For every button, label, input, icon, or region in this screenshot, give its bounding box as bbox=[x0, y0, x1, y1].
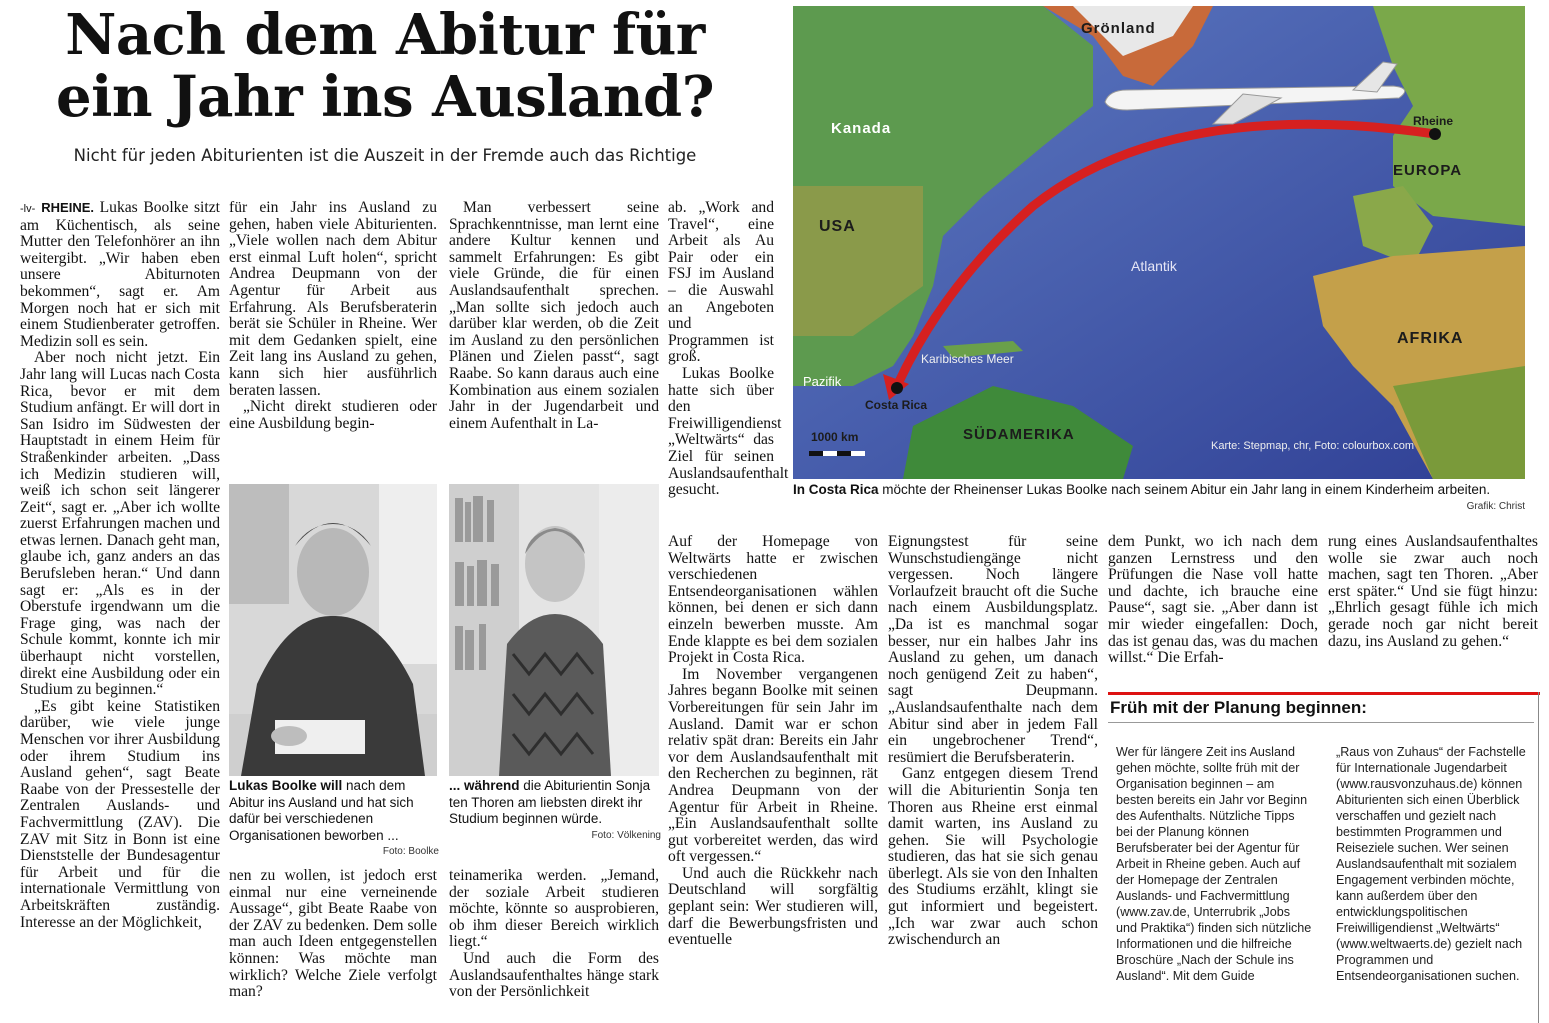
paragraph: Lukas Boolke hatte sich über den Freiwilligendienst „Weltwärts“ das Ziel für seinen Auslandsaufenthalt gesucht. bbox=[668, 364, 789, 499]
photo2-caption-lead: ... während bbox=[449, 778, 520, 793]
map-caption-lead: In Costa Rica bbox=[793, 482, 879, 497]
paragraph: Eignungstest für seine Wunschstudiengänge nicht vergessen. Noch längere Vorlaufzeit braucht oft die Suche nach einem Ausbildungsplatz. „Da ist es manchmal sogar besser, nur ein halbes Jahr ins Ausland zu gehen, um danach noch genügend Zeit zu haben“, sagt Deupmann. „Auslandsaufenthalte nach dem Abitur sind aber in jedem Fall ein ungebrochener Trend“, resümiert die Berufsberaterin. bbox=[888, 533, 1098, 766]
paragraph: ab. „Work and Travel“, eine Arbeit als Au Pair oder ein FSJ im Ausland – die Auswahl an Angeboten und Programmen ist groß. bbox=[668, 199, 774, 366]
infobox-rule bbox=[1538, 692, 1539, 1023]
map-label-europa: EUROPA bbox=[1393, 162, 1463, 179]
article-column-2-top bbox=[229, 200, 437, 480]
map-graphic bbox=[793, 6, 1525, 479]
paragraph: Auf der Homepage von Weltwärts hatte er zwischen verschiedenen Entsendeorganisationen wählen können, bei denen er sich dann einzeln bewerben musste. Am Ende klappte es bei dem sozialen Projekt in Costa Rica. bbox=[668, 533, 878, 667]
paragraph: dem Punkt, wo ich nach dem ganzen Lernstress und den Prüfungen die Nase voll hatte und dachte, ich brauche eine Pause“, sagt sie. „Aber dann ist mir wieder eingefallen: Doch, das ist genau das, was du machen willst.“ Die Erfah- bbox=[1108, 533, 1318, 667]
infobox-title: Früh mit der Planung beginnen: bbox=[1108, 692, 1540, 721]
article-column-3-bottom bbox=[449, 868, 659, 1023]
paragraph: -lv- RHEINE. Lukas Boolke sitzt am Küchentisch, als seine Mutter den Telefonhörer an ihn weitergibt. „Wir haben eben unsere Abiturnoten bekommen“, sagt er. Am Morgen noch hat er sich mit einem Studienberater getroffen. Medizin soll es sein. bbox=[20, 199, 220, 350]
dateline: RHEINE. bbox=[41, 200, 95, 215]
paragraph: „Es gibt keine Statistiken darüber, wie viele junge Menschen vor ihrer Ausbildung oder ihrem Studium ins Ausland gehen“, sagt Beate Raabe von der Pressestelle der Zentralen Auslands- und Fachvermittlung (ZAV). Die ZAV mit Sitz in Bonn ist eine Dienststelle der Bundesagentur für Arbeit und für die internationale Vermittlung von Arbeitskräften zuständig. Interesse an der Möglichkeit, bbox=[20, 697, 220, 931]
paragraph: „Nicht direkt studieren oder eine Ausbildung begin- bbox=[229, 398, 437, 432]
infobox-column-1: Wer für längere Zeit ins Ausland gehen möchte, sollte früh mit der Organisation beginnen – am besten bereits ein Jahr vor Beginn des Aufenthalts. Nützliche Tipps bei der Planung können Berufsberater bei der Agentur für Arbeit in Rheine geben. Auch auf der Homepage der Zentralen Auslands- und Fachvermittlung (www.zav.de, Unterrubrik „Jobs und Praktika“) finden sich nützliche Informationen und die hilfreiche Broschüre „Nach der Schule ins Ausland“. Mit dem Guide bbox=[1116, 745, 1312, 983]
map-scale-label: 1000 km bbox=[811, 430, 859, 444]
subheadline: Nicht für jeden Abiturienten ist die Auszeit in der Fremde auch das Richtige bbox=[73, 146, 697, 165]
map-label-karibik: Karibisches Meer bbox=[921, 352, 1014, 366]
article-column-1 bbox=[20, 200, 220, 1023]
photo1-caption: Lukas Boolke will nach dem Abitur ins Ausland und hat sich dafür bei verschiedenen Organisationen beworben ... Foto: Boolke bbox=[229, 778, 439, 848]
photo-lukas-boolke bbox=[229, 484, 437, 776]
paragraph: Und auch die Form des Auslandsaufenthaltes hänge stark von der Persönlichkeit bbox=[449, 949, 659, 1001]
map-source: Karte: Stepmap, chr, Foto: colourbox.com bbox=[1211, 440, 1414, 452]
paragraph: Ganz entgegen diesem Trend will die Abiturientin Sonja ten Thoren aus Rheine erst einmal damit warten, ins Ausland zu gehen. Sie will Psychologie studieren, das hat sie sich genau überlegt. Als sie von den Inhalten des Studiums erzählt, klingt sie gut informiert und begeistert. „Ich war zwar auch schon zwischendurch an bbox=[888, 765, 1098, 949]
map-label-costa-rica: Costa Rica bbox=[865, 398, 928, 412]
paragraph: für ein Jahr ins Ausland zu gehen, haben viele Abiturienten. „Viele wollen nach dem Abitur erst einmal Luft holen“, spricht Andrea Deupmann von der Agentur für Arbeit aus Erfahrung. Als Berufsberaterin berät sie Schüler in Rheine. Wer mit dem Gedanken spielt, eine Zeit lang ins Ausland zu gehen, kann sich hier ausführlich beraten lassen. bbox=[229, 199, 437, 399]
article-column-7 bbox=[1328, 534, 1538, 686]
map-label-groenland: Grönland bbox=[1081, 20, 1156, 37]
paragraph: Aber noch nicht jetzt. Ein Jahr lang will Lucas nach Costa Rica, bevor er mit dem Studium anfängt. Er will dort in San Isidro im Südwesten der Hauptstadt in einem Heim für Straßenkinder arbeiten. „Dass ich Medizin studieren will, weiß ich schon seit längerer Zeit“, sagt er. „Aber ich wollte zuerst Erfahrungen machen und etwas lernen. Danach geht man, glaube ich, ganz anders an das Berufsleben heran.“ Und dann sagt er: „Als es in der Oberstufe irgendwann um die Frage ging, was nach der Schule kommt, konnte ich mir überhaupt nicht vorstellen, direkt eine Ausbildung oder ein Studium zu beginnen.“ bbox=[20, 349, 220, 699]
infobox-divider bbox=[1108, 722, 1534, 723]
paragraph: teinamerika werden. „Jemand, der soziale Arbeit studieren möchte, könnte so ausprobieren, ob ihm dieser Bereich wirklich liegt.“ bbox=[449, 867, 659, 951]
photo2-caption: ... während die Abiturientin Sonja ten Thoren am liebsten direkt ihr Studium beginnen würde. Foto: Völkening bbox=[449, 778, 661, 848]
map-label-afrika: AFRIKA bbox=[1397, 330, 1464, 347]
photo-lukas-boolke-image bbox=[229, 484, 437, 776]
map-credit: Grafik: Christ bbox=[1466, 500, 1525, 512]
headline: Nach dem Abitur für ein Jahr ins Ausland? bbox=[55, 2, 715, 130]
map-label-suedamerika: SÜDAMERIKA bbox=[963, 426, 1075, 443]
map-label-atlantik: Atlantik bbox=[1131, 258, 1177, 274]
paragraph: Man verbessert seine Sprachkenntnisse, man lernt eine andere Kultur kennen und sammelt Erfahrungen: Es gibt viele Gründe, die für einen Auslandsaufenthalt sprechen. „Man sollte sich jedoch auch darüber klar werden, ob die Zeit im Ausland zu den persönlichen Plänen und Zielen passt“, sagt Raabe. So kann daraus auch eine Kombination aus einem sozialen Jahr in der Jugendarbeit und einem Aufenthalt in La- bbox=[449, 199, 659, 432]
paragraph: nen zu wollen, ist jedoch erst einmal nur eine verneinende Aussage“, gibt Beate Raabe von der ZAV zu bedenken. Dem solle man auch Ideen entgegenstellen können: Was möchte man wirklich? Welche Ziele verfolgt man? bbox=[229, 867, 437, 1001]
article-column-5 bbox=[888, 534, 1098, 1023]
map-caption: In Costa Rica möchte der Rheinenser Lukas Boolke nach seinem Abitur ein Jahr lang in einem Kinderheim arbeiten. Grafik: Christ bbox=[793, 482, 1525, 518]
article-column-6 bbox=[1108, 534, 1318, 686]
photo-sonja-image bbox=[449, 484, 659, 776]
article-column-2-bottom bbox=[229, 868, 437, 1023]
photo1-credit: Foto: Boolke bbox=[382, 846, 439, 857]
map-label-pazifik: Pazifik bbox=[803, 374, 842, 389]
article-column-3-top bbox=[449, 200, 659, 480]
paragraph: Und auch die Rückkehr nach Deutschland will sorgfältig geplant sein: Wer studieren will, darf die Bewerbungsfristen und eventuelle bbox=[668, 864, 878, 949]
map-label-kanada: Kanada bbox=[831, 120, 892, 137]
photo-sonja-ten-thoren bbox=[449, 484, 659, 776]
article-column-4-top bbox=[668, 199, 789, 532]
map-label-rheine: Rheine bbox=[1413, 114, 1454, 128]
article-column-4-bottom bbox=[668, 534, 878, 1023]
photo2-credit: Foto: Völkening bbox=[591, 829, 661, 841]
infobox-column-2: „Raus von Zuhaus“ der Fachstelle für Internationale Jugendarbeit (www.rausvonzuhaus.de) können Abiturienten sich einen Überblick verschaffen und gezielt nach bestimmten Programmen und Reiseziele suchen. Wer seinen Auslandsaufenthalt mit sozialem Engagement verbinden möchte, kann außerdem über den entwicklungspolitischen Freiwilligendienst „Weltwärts“ (www.weltwaerts.de) gezielt nach Programmen und Entsendeorganisationen suchen. bbox=[1336, 745, 1526, 983]
paragraph: Im November vergangenen Jahres begann Boolke mit seinen Vorbereitungen für sein Jahr im Ausland. Damit war er schon relativ spät dran: Bereits ein Jahr vor dem Auslandsaufenthalt mit den Recherchen zu beginnen, rät Andrea Deupmann von der Agentur für Arbeit in Rheine. „Ein Auslandsaufenthalt sollte gut vorbereitet werden, das wird oft vergessen.“ bbox=[668, 665, 878, 866]
photo1-caption-lead: Lukas Boolke will bbox=[229, 778, 343, 793]
byline: -lv- bbox=[20, 203, 36, 215]
map-label-usa: USA bbox=[819, 218, 856, 235]
paragraph: rung eines Auslandsaufenthaltes wolle sie zwar auch noch machen, sagt ten Thoren. „Aber erst später.“ Und sie fügt hinzu: „Ehrlich gesagt fühle ich mich gerade noch gar nicht bereit dazu, ins Ausland zu gehen.“ bbox=[1328, 533, 1538, 650]
